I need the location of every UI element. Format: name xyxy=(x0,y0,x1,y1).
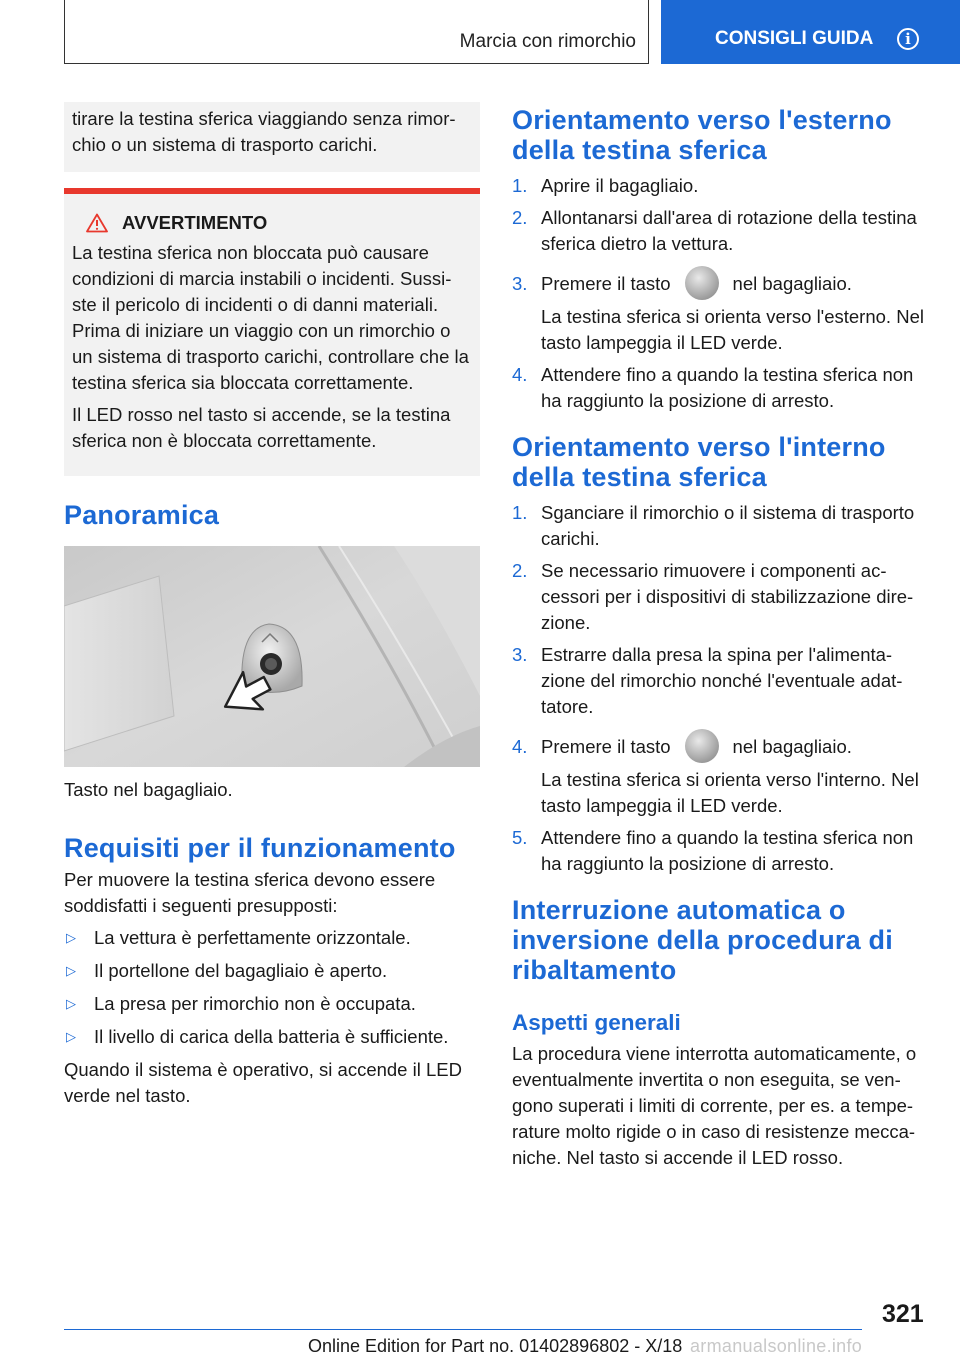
aspetti-subheading: Aspetti generali xyxy=(512,1010,681,1036)
step-number: 1. xyxy=(512,502,528,524)
step-number: 3. xyxy=(512,273,528,294)
step-item xyxy=(512,734,932,819)
interno-heading: Orientamento verso l'interno della testina sferica xyxy=(512,432,886,493)
intro-text: tirare la testina sferica viaggiando senza rimor-chio o un sistema di trasporto carichi. xyxy=(72,108,456,155)
right-column xyxy=(512,102,932,1171)
tow-hitch-button-icon xyxy=(685,729,719,763)
step-item xyxy=(512,500,932,552)
bullet-triangle-icon: ▷ xyxy=(66,930,76,945)
step-number: 5. xyxy=(512,827,528,849)
list-item-text: La presa per rimorchio non è occupata. xyxy=(94,993,416,1014)
step-text-post: nel bagagliaio. xyxy=(732,273,852,294)
step-text-post: nel bagagliaio. xyxy=(732,736,852,758)
step-text-pre: Premere il tasto xyxy=(541,273,671,294)
step-text: Allontanarsi dall'area di rotazione della testina sferica dietro la vettura. xyxy=(541,207,917,254)
step-subtext: La testina sferica si orienta verso l'esterno. Nel tasto lampeggia il LED verde. xyxy=(541,306,924,354)
panoramica-heading: Panoramica xyxy=(64,500,220,530)
step-item xyxy=(512,558,932,636)
intro-box xyxy=(64,102,480,172)
step-number: 1. xyxy=(512,175,528,196)
step-text: Se necessario rimuovere i componenti ac-cessori per i dispositivi di stabilizzazione dire-zione. xyxy=(541,560,914,634)
warning-box xyxy=(64,188,480,476)
step-body xyxy=(541,271,932,356)
step-item xyxy=(512,205,932,257)
step-number: 2. xyxy=(512,560,528,582)
step-number: 4. xyxy=(512,364,528,386)
chapter-tab-label: CONSIGLI GUIDA xyxy=(715,28,874,49)
warning-header xyxy=(86,212,472,234)
section-title: Marcia con rimorchio xyxy=(459,31,636,52)
requisiti-outro: Quando il sistema è operativo, si accende il LED verde nel tasto. xyxy=(64,1059,462,1106)
list-item-text: Il livello di carica della batteria è sufficiente. xyxy=(94,1026,449,1047)
edition-text: Online Edition for Part no. 01402896802 - X/18 xyxy=(308,1336,683,1356)
trunk-button-photo xyxy=(64,546,480,767)
requisiti-heading: Requisiti per il funzionamento xyxy=(64,833,456,863)
interruzione-heading: Interruzione automatica o inversione della procedura di ribaltamento xyxy=(512,895,893,986)
step-text-pre: Premere il tasto xyxy=(541,736,671,758)
step-item xyxy=(512,271,932,356)
page-number: 321 xyxy=(882,1300,924,1328)
step-subtext: La testina sferica si orienta verso l'interno. Nel tasto lampeggia il LED verde. xyxy=(541,769,919,817)
step-text: Aprire il bagagliaio. xyxy=(541,175,699,196)
esterno-steps xyxy=(512,173,932,414)
list-item xyxy=(64,991,480,1017)
chapter-tab[interactable] xyxy=(661,0,960,64)
list-item-text: La vettura è perfettamente orizzontale. xyxy=(94,927,411,948)
step-item xyxy=(512,825,932,877)
step-body xyxy=(541,734,932,819)
step-number: 3. xyxy=(512,644,528,666)
warning-paragraph-1: La testina sferica non bloccata può causare condizioni di marcia instabili o incidenti. Sussi-ste il pericolo di incidenti o di danni materiali. Prima di iniziare un viaggio con un rimorchio o un sistema di trasporto carichi, controllare che la testina sferica sia bloccata correttamente. xyxy=(72,242,469,393)
list-item xyxy=(64,1024,480,1050)
photo-caption: Tasto nel bagagliaio. xyxy=(64,779,233,800)
step-number: 2. xyxy=(512,207,528,228)
step-text: Attendere fino a quando la testina sferica non ha raggiunto la posizione di arresto. xyxy=(541,364,914,412)
interno-steps xyxy=(512,500,932,877)
list-item xyxy=(64,958,480,984)
warning-title: AVVERTIMENTO xyxy=(122,212,268,233)
step-text: Sganciare il rimorchio o il sistema di trasporto carichi. xyxy=(541,502,915,550)
info-icon[interactable]: i xyxy=(897,28,919,50)
list-item xyxy=(64,925,480,951)
requisiti-intro: Per muovere la testina sferica devono essere soddisfatti i seguenti presupposti: xyxy=(64,869,436,916)
left-column xyxy=(64,102,480,1109)
step-text: Estrarre dalla presa la spina per l'alimenta-zione del rimorchio nonché l'eventuale adat-tatore. xyxy=(541,644,903,718)
footer-divider xyxy=(64,1329,862,1330)
list-item-text: Il portellone del bagagliaio è aperto. xyxy=(94,960,388,981)
header-section-box xyxy=(64,0,649,64)
bullet-triangle-icon: ▷ xyxy=(66,1029,76,1044)
interruzione-text: La procedura viene interrotta automaticamente, o eventualmente invertita o non eseguita, se ven-gono superati i limiti di corrente, per es. a tempe-rature molto rigide o in caso di resistenze mecca-niche. Nel tasto si accende il LED rosso. xyxy=(512,1043,917,1169)
esterno-heading: Orientamento verso l'esterno della testina sferica xyxy=(512,105,892,165)
step-item xyxy=(512,642,932,720)
step-text: Attendere fino a quando la testina sferica non ha raggiunto la posizione di arresto. xyxy=(541,827,914,875)
warning-paragraph-2: Il LED rosso nel tasto si accende, se la testina sferica non è bloccata correttamente. xyxy=(72,404,451,451)
watermark-text: armanualsonline.info xyxy=(690,1336,863,1356)
bullet-triangle-icon: ▷ xyxy=(66,996,76,1011)
step-item xyxy=(512,173,932,199)
step-number: 4. xyxy=(512,736,528,758)
warning-triangle-icon xyxy=(86,213,108,233)
step-item xyxy=(512,362,932,414)
bullet-triangle-icon: ▷ xyxy=(66,963,76,978)
tow-hitch-button-icon xyxy=(685,266,719,300)
requisiti-list xyxy=(64,925,480,1050)
